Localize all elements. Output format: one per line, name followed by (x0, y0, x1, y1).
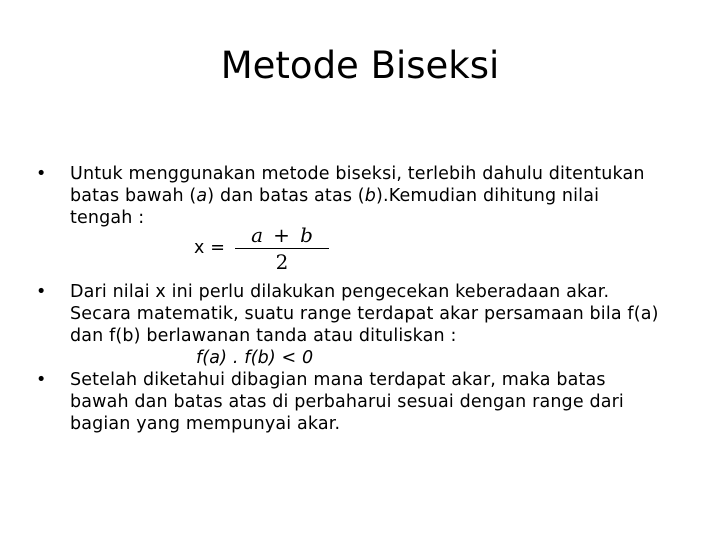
variable-a: a (196, 186, 208, 206)
text-segment: ).Kemudian dihitung nilai (376, 186, 600, 206)
fraction-denominator: 2 (275, 249, 289, 274)
bullet-item-2 (36, 281, 716, 369)
bullet-2-line-1: Dari nilai x ini perlu dilakukan pengecekan keberadaan akar. (70, 282, 610, 302)
bullet-2-line-3: dan f(b) berlawanan tanda atau dituliskan : (70, 326, 457, 346)
bullet-marker: • (36, 164, 47, 184)
text-segment: batas bawah ( (70, 186, 197, 206)
bullet-3-line-2: bawah dan batas atas di perbaharui sesuai dengan range dari (70, 392, 624, 412)
bullet-2-line-2: Secara matematik, suatu range terdapat akar persamaan bila f(a) (70, 304, 659, 324)
numerator-b: b (300, 222, 314, 247)
bullet-item-1 (36, 163, 716, 274)
numerator-a: a (251, 222, 264, 247)
formula-fraction (235, 222, 329, 274)
fraction-numerator (249, 222, 315, 247)
midpoint-formula (70, 222, 716, 274)
formula-lhs: x = (194, 238, 226, 258)
bullet-1-line-1: Untuk menggunakan metode biseksi, terlebih dahulu ditentukan (70, 164, 645, 184)
text-segment: ) dan batas atas ( (207, 186, 365, 206)
bullet-marker: • (36, 282, 47, 302)
numerator-plus: + (273, 222, 291, 247)
slide-body (36, 163, 716, 435)
bullet-3-line-3: bagian yang mempunyai akar. (70, 414, 341, 434)
bullet-marker: • (36, 370, 47, 390)
bullet-1-line-3: tengah : (70, 208, 145, 228)
bullet-3-line-1: Setelah diketahui dibagian mana terdapat akar, maka batas (70, 370, 606, 390)
bullet-item-3 (36, 369, 716, 435)
variable-b: b (364, 186, 377, 206)
slide-title: Metode Biseksi (220, 44, 500, 87)
fraction-bar (235, 248, 329, 249)
bullet-1-line-2 (70, 185, 716, 207)
root-condition: f(a) . f(b) < 0 (196, 348, 314, 368)
